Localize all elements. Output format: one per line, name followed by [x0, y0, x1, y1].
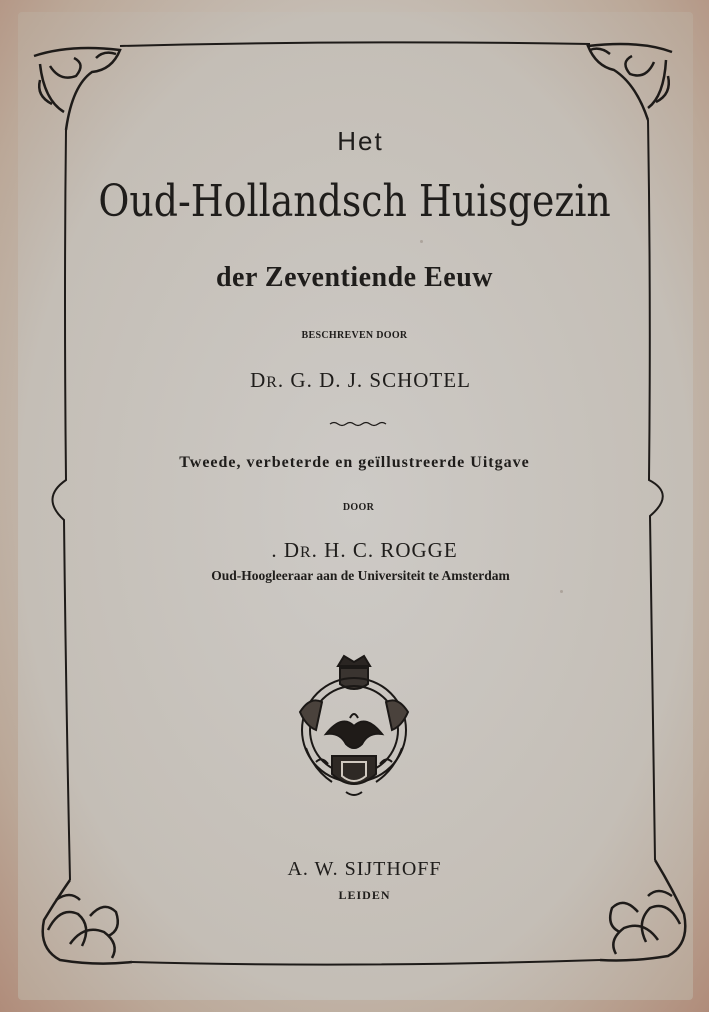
by-label: DOOR [342, 502, 375, 513]
editor-line [10, 538, 709, 563]
author-prefix: DR [250, 368, 278, 392]
corner-ornament-top-right [588, 44, 672, 120]
editor-title: Oud-Hoogleeraar aan de Universiteit te Amsterdam [211, 568, 510, 583]
author-line [6, 368, 709, 393]
edition-line: Tweede, verbeterde en geïllustreerde Uitgave [179, 454, 530, 471]
editor-name: . H. C. ROGGE [311, 538, 458, 562]
ink-spot [420, 240, 423, 243]
book-title: Oud-Hollandsch Huisgezin [98, 176, 611, 227]
author-name: . G. D. J. SCHOTEL [277, 368, 471, 392]
ink-spot [560, 590, 563, 593]
described-by-label: BESCHREVEN DOOR [301, 330, 408, 341]
book-subtitle: der Zeventiende Eeuw [215, 262, 494, 293]
title-prefix: Het [337, 126, 384, 156]
corner-ornament-top-left [34, 48, 120, 130]
wavy-rule-icon [328, 420, 388, 428]
publisher-crest-icon [292, 652, 416, 800]
publisher-city: LEIDEN [338, 888, 391, 902]
publisher-name: A. W. SIJTHOFF [287, 858, 442, 880]
editor-prefix: . DR [271, 538, 312, 562]
